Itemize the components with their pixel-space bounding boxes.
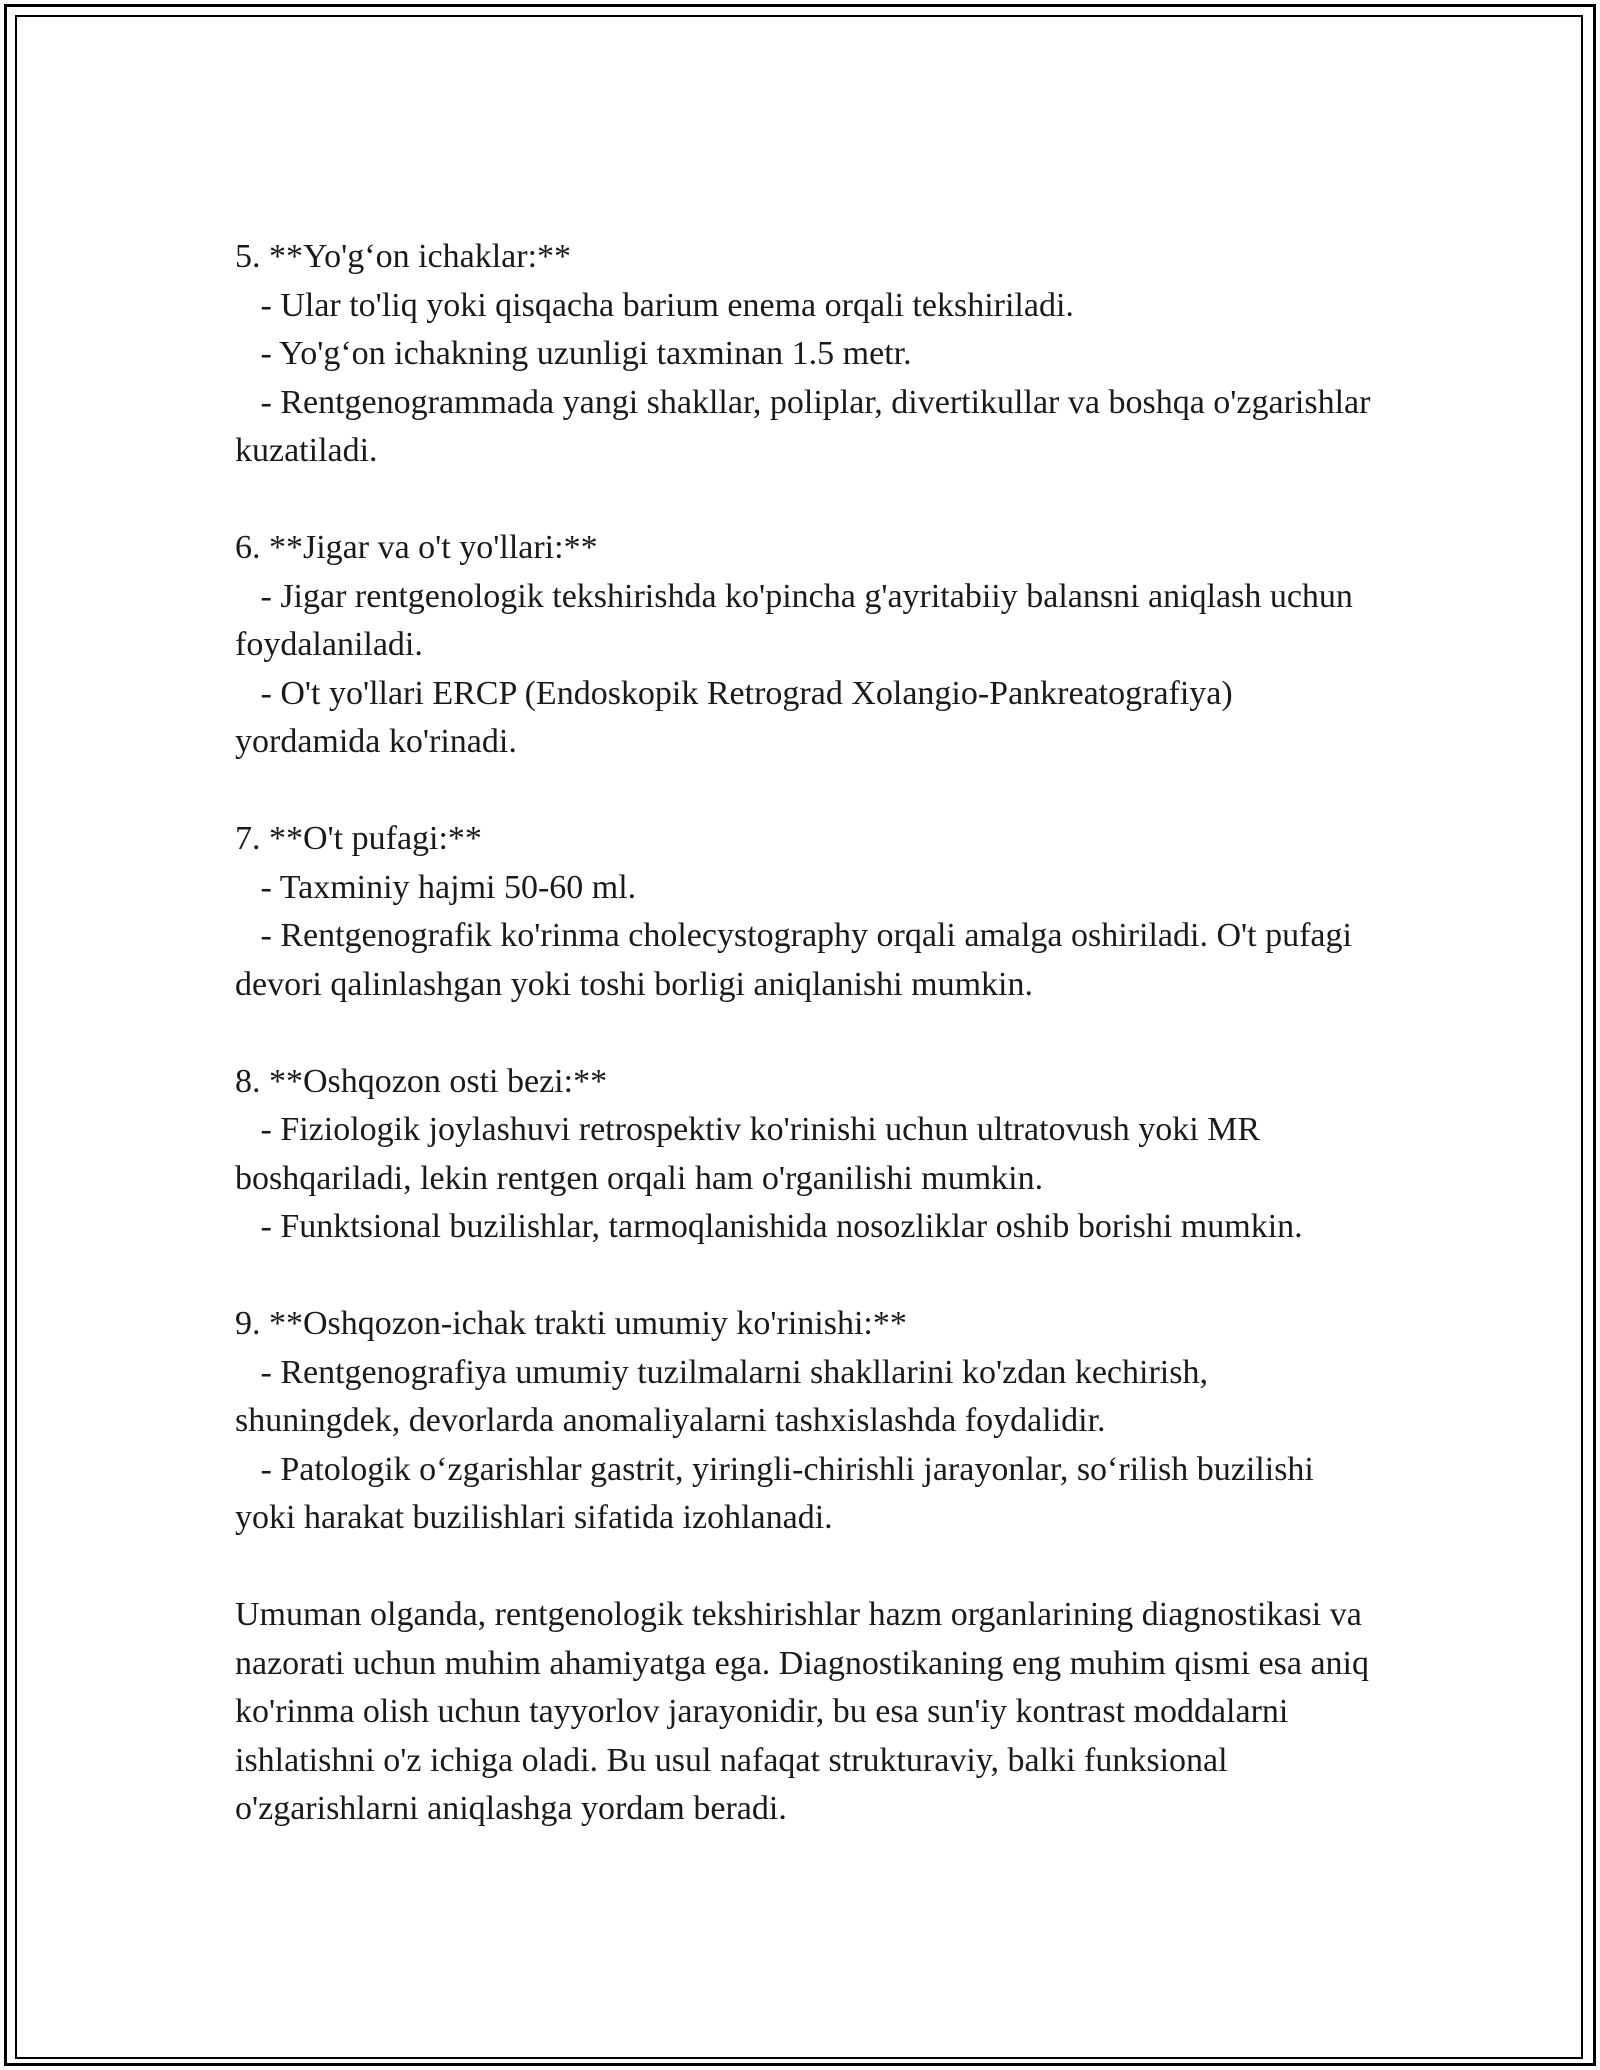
conclusion-paragraph: Umuman olganda, rentgenologik tekshirishlar hazm organlarining diagnostikasi va nazorati uchun muhim ahamiyatga ega. Diagnostikaning eng muhim qismi esa aniq ko'rinma olish uchun tayyorlov jarayonidir, bu esa sun'iy kontrast moddalarni ishlatishni o'z ichiga oladi. Bu usul nafaqat strukturaviy, balki funksional o'zgarishlarni aniqlashga yordam beradi. — [235, 1596, 1370, 1827]
section-heading: 8. **Oshqozon osti bezi:** — [235, 1062, 608, 1100]
bullet-item: - Rentgenografik ko'rinma cholecystography orqali amalga oshiriladi. O't pufagi devori qalinlashgan yoki toshi borligi aniqlanishi mumkin. — [235, 917, 1361, 1003]
section-8 — [235, 1058, 1375, 1252]
section-heading: 7. **O't pufagi:** — [235, 820, 482, 857]
bullet-item: - Rentgenografiya umumiy tuzilmalarni shakllarini ko'zdan kechirish, shuningdek, devorlarda anomaliyalarni tashxislashda foydalidir. — [235, 1353, 1217, 1439]
section-heading: 6. **Jigar va o't yo'llari:** — [235, 529, 598, 566]
section-7 — [235, 815, 1375, 1009]
section-9 — [235, 1300, 1375, 1543]
bullet-item: - Taxminiy hajmi 50-60 ml. — [235, 868, 637, 906]
bullet-item: - Patologik o‘zgarishlar gastrit, yiringli-chirishli jarayonlar, so‘rilish buzilishi yoki harakat buzilishlari sifatida izohlanadi. — [235, 1450, 1323, 1536]
section-6 — [235, 524, 1375, 767]
bullet-item: - Rentgenogrammada yangi shakllar, poliplar, divertikullar va boshqa o'zgarishlar kuzatiladi. — [235, 383, 1379, 469]
bullet-item: - Yo'g‘on ichakning uzunligi taxminan 1.5 metr. — [235, 335, 912, 372]
bullet-item: - Ular to'liq yoki qisqacha barium enema orqali tekshiriladi. — [235, 286, 1074, 324]
section-5 — [235, 233, 1379, 476]
section-heading: 9. **Oshqozon-ichak trakti umumiy ko'rinishi:** — [235, 1305, 907, 1342]
bullet-item: - Jigar rentgenologik tekshirishda ko'pincha g'ayritabiiy balansni aniqlash uchun foydalaniladi. — [235, 577, 1362, 663]
bullet-item: - Funktsional buzilishlar, tarmoqlanishida nosozliklar oshib borishi mumkin. — [235, 1208, 1303, 1245]
bullet-item: - O't yo'llari ERCP (Endoskopik Retrograd Xolangio-Pankreatografiya) yordamida ko'rinadi. — [235, 674, 1242, 760]
document-body — [235, 233, 1379, 1834]
section-heading: 5. **Yo'g‘on ichaklar:** — [235, 238, 572, 275]
bullet-item: - Fiziologik joylashuvi retrospektiv ko'rinishi uchun ultratovush yoki MR boshqariladi, lekin rentgen orqali ham o'rganilishi mumkin. — [235, 1111, 1269, 1197]
